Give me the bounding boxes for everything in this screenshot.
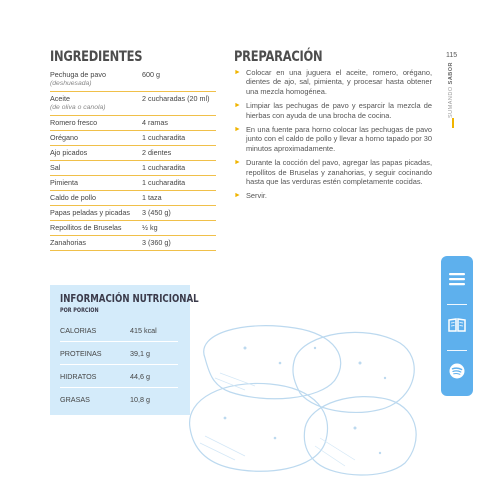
- ingredient-qty: 1 cucharadita: [142, 133, 186, 142]
- step-item: [234, 125, 432, 153]
- ingredient-name: Repollitos de Bruselas: [50, 223, 122, 232]
- ingredient-name: Ajo picados: [50, 148, 88, 157]
- nutrition-row: [60, 388, 178, 410]
- bullet-arrow-icon: ►: [234, 159, 241, 167]
- ingredient-name: Sal: [50, 163, 61, 172]
- nutrition-label: PROTEINAS: [60, 348, 102, 358]
- ingredient-note: (de oliva o canola): [50, 104, 106, 111]
- ingredient-qty: 3 (450 g): [142, 208, 171, 217]
- ingredient-row: [50, 116, 216, 131]
- ingredient-row: [50, 161, 216, 176]
- ingredients-table: [50, 68, 216, 251]
- section-label-bold: SABOR: [448, 62, 454, 85]
- step-item: [234, 68, 432, 96]
- ingredient-qty: 1 cucharadita: [142, 178, 186, 187]
- ingredient-qty: 4 ramas: [142, 118, 168, 127]
- ingredient-qty: 2 dientes: [142, 148, 172, 157]
- ingredient-name: Orégano: [50, 133, 78, 142]
- menu-icon[interactable]: [446, 272, 468, 286]
- ingredient-row: [50, 191, 216, 206]
- book-icon[interactable]: [446, 318, 468, 332]
- ingredient-name: Aceite: [50, 94, 70, 103]
- ingredient-row: [50, 92, 216, 116]
- nutrition-row: [60, 319, 178, 342]
- accent-bar: [452, 118, 454, 128]
- ingredient-name: Pechuga de pavo: [50, 70, 106, 79]
- ingredient-row: [50, 146, 216, 161]
- nutrition-label: HIDRATOS: [60, 371, 97, 381]
- ingredient-row: [50, 176, 216, 191]
- step-text: En una fuente para horno colocar las pechugas de pavo junto con el caldo de pollo y llevar a horno tapado por 30 minutos aproximadamente.: [246, 125, 432, 153]
- ingredient-qty: 3 (360 g): [142, 238, 171, 247]
- nutrition-value: 39,1 g: [130, 348, 150, 358]
- bullet-arrow-icon: ►: [234, 192, 241, 200]
- ingredients-title: INGREDIENTES: [50, 49, 143, 65]
- step-item: [234, 158, 432, 186]
- nutrition-rows: [60, 319, 178, 410]
- ingredient-name: Pimienta: [50, 178, 78, 187]
- step-text: Servir.: [246, 191, 267, 201]
- step-text: Durante la cocción del pavo, agregar las papas picadas, repollitos de Bruselas y zanahorias, y seguir cocinando hasta que las verduras estén completamente cocidas.: [246, 158, 432, 187]
- ingredient-row: [50, 206, 216, 221]
- ingredient-note: (deshuesada): [50, 80, 92, 87]
- nutrition-value: 44,6 g: [130, 371, 150, 381]
- ingredient-qty: 1 cucharadita: [142, 163, 186, 172]
- section-label: [448, 62, 454, 122]
- nutrition-label: CALORIAS: [60, 325, 97, 335]
- toolbar-divider: [447, 350, 467, 351]
- potatoes-sketch: [185, 318, 425, 480]
- nutrition-row: [60, 342, 178, 365]
- ingredient-name: Zanahorias: [50, 238, 86, 247]
- ingredient-name: Papas peladas y picadas: [50, 208, 130, 217]
- toolbar-divider: [447, 304, 467, 305]
- ingredient-row: [50, 236, 216, 251]
- ingredient-name: Caldo de pollo: [50, 193, 96, 202]
- nutrition-title: INFORMACIÓN NUTRICIONAL: [60, 293, 199, 305]
- ingredient-name: Romero fresco: [50, 118, 98, 127]
- nutrition-subtitle: POR PORCIÓN: [60, 307, 99, 314]
- spotify-icon[interactable]: [446, 363, 468, 379]
- ingredient-row: [50, 68, 216, 92]
- ingredient-row: [50, 131, 216, 146]
- step-text: Limpiar las pechugas de pavo y esparcir la mezcla de hierbas con ayuda de una brocha de cocina.: [246, 101, 432, 120]
- section-label-light: SUMANDO: [448, 86, 454, 119]
- bullet-arrow-icon: ►: [234, 102, 241, 110]
- nutrition-box: [50, 285, 199, 415]
- bullet-arrow-icon: ►: [234, 126, 241, 134]
- bullet-arrow-icon: ►: [234, 69, 241, 76]
- step-item: [234, 101, 432, 120]
- ingredient-qty: ½ kg: [142, 223, 158, 232]
- nutrition-value: 415 kcal: [130, 325, 157, 335]
- step-item: [234, 191, 432, 200]
- ingredient-row: [50, 221, 216, 236]
- nutrition-row: [60, 365, 178, 388]
- preparation-steps: [234, 68, 432, 206]
- nutrition-label: GRASAS: [60, 394, 90, 404]
- ingredient-qty: 2 cucharadas (20 ml): [142, 94, 210, 103]
- preparation-title: PREPARACIÓN: [234, 49, 323, 65]
- side-toolbar: [441, 256, 473, 396]
- page-number: 115: [446, 52, 458, 59]
- ingredient-qty: 600 g: [142, 70, 160, 79]
- nutrition-value: 10,8 g: [130, 394, 150, 404]
- ingredient-qty: 1 taza: [142, 193, 162, 202]
- step-text: Colocar en una juguera el aceite, romero, orégano, dientes de ajo, sal, pimienta, y procesar hasta obtener una mezcla homogénea.: [246, 68, 432, 96]
